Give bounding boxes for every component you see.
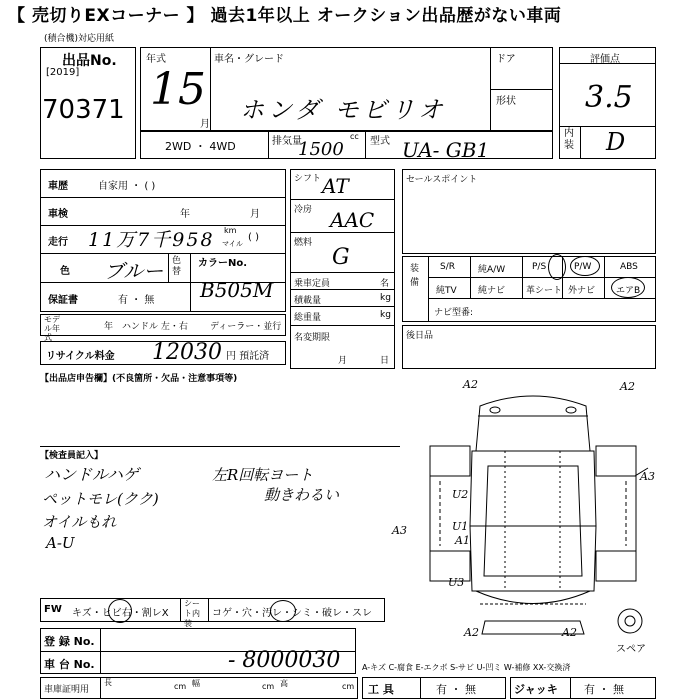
warranty-value: 有 ・ 無 <box>118 295 155 306</box>
inspector-note-right-2: 動きわるい <box>264 486 340 504</box>
history-value: 自家用 ・ ( ) <box>98 181 156 192</box>
fw-items: キズ・ヒビ右・割レX <box>72 608 169 619</box>
recycle-value: 12030 <box>152 340 222 365</box>
reg-label: 登 録 No. <box>44 635 95 648</box>
diagram-mark-6: A1 <box>455 534 470 547</box>
shape-label: 形状 <box>496 96 516 107</box>
seat-label: シート内装 <box>184 599 200 628</box>
displacement-value: 1500 <box>298 139 344 160</box>
fuel-label: 燃料 <box>294 238 313 248</box>
fw-label: FW <box>44 604 62 615</box>
recycle-unit: 円 預託済 <box>226 351 270 362</box>
year-value: 15 <box>150 64 206 115</box>
color-no-value: B505M <box>200 278 274 302</box>
inspector-note-2: ペットモレ(クク) <box>42 490 159 508</box>
diagram-mark-9: A2 <box>562 626 577 639</box>
cert-length: 長 <box>104 678 112 687</box>
sales-point-label: セールスポイント <box>406 175 478 185</box>
name-label: 車名・グレード <box>214 54 284 65</box>
jack-value: 有 ・ 無 <box>584 683 624 696</box>
ac-label: 冷房 <box>294 205 313 215</box>
gross-unit: kg <box>380 310 391 320</box>
door-label: ドア <box>496 54 516 65</box>
damage-legend: A-キズ C-腐食 E-エクボ S-サビ U-凹ミ W-補修 XX-交換済 <box>362 663 571 672</box>
name-value: ホンダ モビリオ <box>240 96 447 124</box>
circle-mark-airbag <box>611 277 645 298</box>
inspector-note-3: オイルもれ <box>42 513 117 531</box>
model-type-dealer: ディーラー・並行 <box>210 322 282 332</box>
diagram-mark-10: A2 <box>620 380 635 393</box>
inspector-note-4: A-U <box>46 534 75 552</box>
interior-value: D <box>606 128 626 156</box>
recycle-label: リサイクル料金 <box>46 351 115 362</box>
cert-width-unit: cm <box>262 682 275 691</box>
name-change-label: 名変期限 <box>294 333 331 343</box>
lot-label: 出品No. <box>62 53 117 69</box>
diagram-mark-5: U1 <box>452 520 469 533</box>
name-change-month: 月 <box>338 356 348 366</box>
circle-mark-pw <box>570 256 600 276</box>
model-type-year: 年 <box>104 322 114 332</box>
score-label: 評価点 <box>590 54 620 65</box>
cert-length-unit: cm <box>174 682 187 691</box>
model-label: 型式 <box>370 136 390 147</box>
inspector-note-1: ハンドルハゲ <box>44 465 139 484</box>
equip-airbag: エアB <box>616 286 641 296</box>
drive-label: 2WD ・ 4WD <box>165 140 236 153</box>
color-value: ブルー <box>104 259 164 283</box>
later-day-label: 後日品 <box>406 331 434 341</box>
model-type-label: モデル年式 <box>44 315 60 342</box>
load-unit: kg <box>380 293 391 303</box>
diagram-mark-3: A3 <box>392 524 407 537</box>
chassis-label: 車 台 No. <box>44 658 95 671</box>
shaken-label: 車検 <box>48 209 68 220</box>
mileage-label: 走行 <box>48 237 68 248</box>
score-value: 3.5 <box>585 80 633 115</box>
fuel-value: G <box>332 245 350 270</box>
diagram-mark-2: A3 <box>640 470 655 483</box>
later-day-box <box>402 325 656 369</box>
lot-year-tag: [2019] <box>46 67 80 78</box>
seat-items: コゲ・穴・汚レ・シミ・破レ・スレ <box>212 608 372 619</box>
displacement-label: 排気量 <box>272 136 302 147</box>
top-note: (積合機)対応用紙 <box>44 34 115 44</box>
mileage-unit-mile: マイル <box>222 240 243 248</box>
equip-ps: P/S <box>532 262 547 272</box>
equip-abs: ABS <box>620 262 638 272</box>
shift-label: シフト <box>294 174 322 184</box>
equip-sr: S/R <box>440 262 455 272</box>
capacity-unit: 名 <box>380 279 390 289</box>
lot-number: 70371 <box>42 95 125 125</box>
ac-value: AAC <box>330 208 375 232</box>
cert-width: 幅 <box>192 679 200 688</box>
history-label: 車歴 <box>48 181 68 192</box>
cert-height-unit: cm <box>342 682 355 691</box>
mileage-paren: ( ) <box>248 232 259 243</box>
spare-label: スペア <box>616 644 646 655</box>
equip-ext-navi: 外ナビ <box>568 286 596 296</box>
interior-label: 内装 <box>564 128 574 151</box>
year-label: 年式 <box>146 54 166 65</box>
color-label: 色 <box>60 266 70 277</box>
dealer-report-label: 【出品店申告欄】(不良箇所・欠品・注意事項等) <box>40 374 238 384</box>
diagram-mark-1: A2 <box>463 378 478 391</box>
equip-navi: 純ナビ <box>478 286 506 296</box>
load-label: 積載量 <box>294 296 322 306</box>
gross-label: 総重量 <box>294 313 322 323</box>
equip-pw: P/W <box>574 262 592 272</box>
page-banner: 【 売切りEXコーナー 】 過去1年以上 オークション出品歴がない車両 <box>8 6 562 26</box>
model-type-handle: ハンドル 左・右 <box>122 322 188 332</box>
displacement-unit: cc <box>350 132 359 141</box>
equip-tv: 純TV <box>436 286 457 296</box>
shaken-year: 年 <box>180 209 190 220</box>
jack-label: ジャッキ <box>514 683 558 696</box>
tools-label: 工 具 <box>368 683 394 696</box>
name-change-day: 日 <box>380 356 390 366</box>
equip-aw: 純A/W <box>478 265 506 275</box>
shaken-month: 月 <box>250 209 260 220</box>
year-month-label: 月 <box>200 119 210 130</box>
circle-mark-fw <box>108 599 132 623</box>
car-diagram <box>410 376 656 648</box>
chassis-value: - 8000030 <box>228 648 341 673</box>
color-change-label: 色替 <box>172 256 182 277</box>
inspector-label: 【検査員記入】 <box>40 451 104 461</box>
model-value: UA- GB1 <box>402 138 490 162</box>
tools-value: 有 ・ 無 <box>436 683 476 696</box>
shift-value: AT <box>322 174 349 198</box>
warranty-label: 保証書 <box>48 295 78 306</box>
mileage-unit-km: km <box>224 226 237 235</box>
equipment-label: 装備 <box>410 264 420 288</box>
circle-mark-ps <box>548 254 566 280</box>
mileage-value: 11万7千958 <box>88 229 215 251</box>
capacity-label: 乗車定員 <box>294 279 331 289</box>
cert-label: 車庫証明用 <box>44 685 90 695</box>
diagram-mark-7: U3 <box>448 576 465 589</box>
inspector-note-right-1: 左R回転ヨート <box>212 466 314 484</box>
color-no-label: カラーNo. <box>198 258 248 269</box>
navi-label: ナビ型番: <box>434 308 474 318</box>
equip-leather: 革シート <box>526 286 563 296</box>
circle-mark-seat <box>270 600 296 622</box>
diagram-mark-8: A2 <box>464 626 479 639</box>
diagram-mark-4: U2 <box>452 488 469 501</box>
cert-height: 高 <box>280 679 288 688</box>
